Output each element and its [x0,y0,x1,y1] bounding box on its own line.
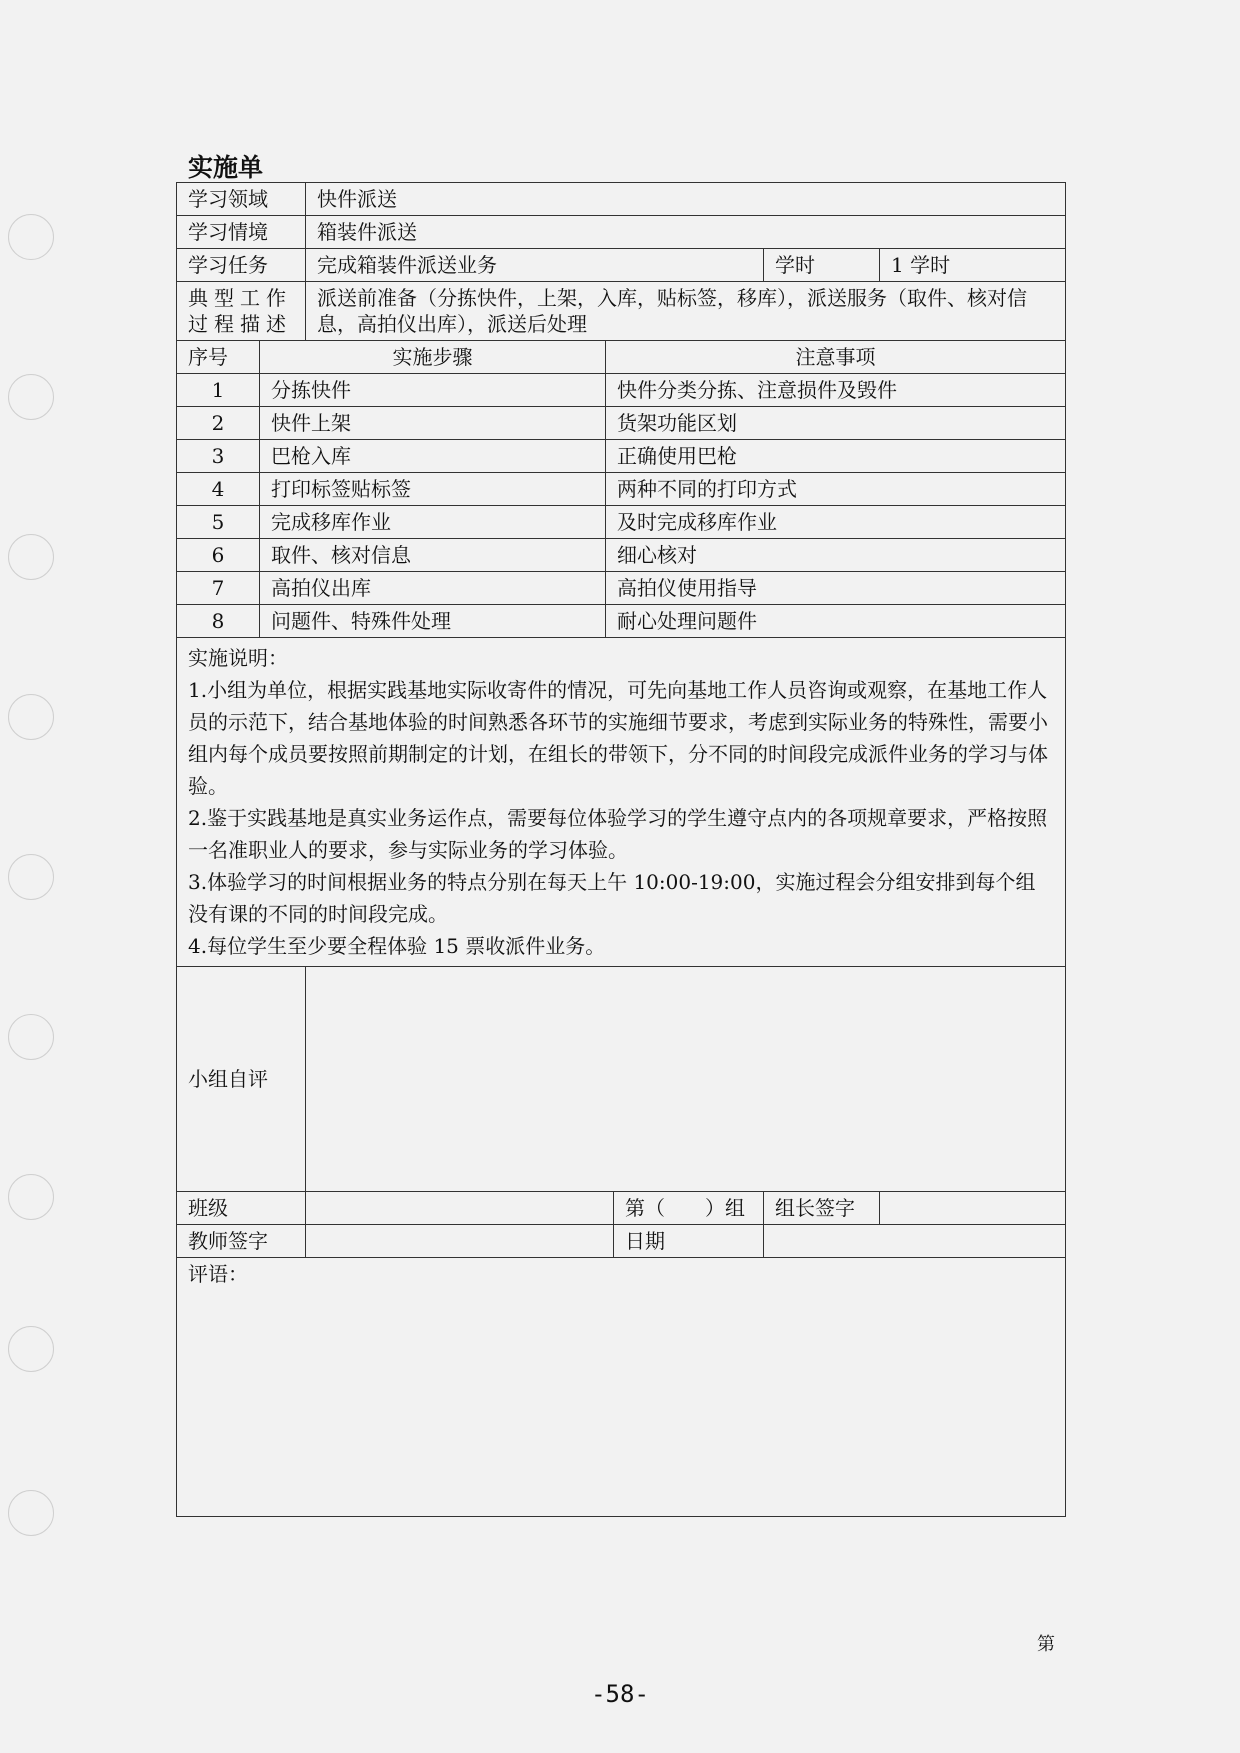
binder-hole [8,534,54,580]
table-row [177,572,1066,605]
class-row [177,1192,1066,1225]
hours-label: 学时 [764,249,880,282]
leader-sign-field[interactable] [880,1192,1066,1225]
group-prefix: 第（ [625,1196,665,1220]
binder-hole [8,1014,54,1060]
notes-heading: 实施说明： [188,646,288,670]
binder-hole [8,694,54,740]
steps-header-row [177,341,1066,374]
group-number[interactable] [614,1192,764,1225]
note-item: 1.小组为单位，根据实践基地实际收寄件的情况，可先向基地工作人员咨询或观察，在基地工作人员的示范下，结合基地体验的时间熟悉各环节的实施细节要求，考虑到实际业务的特殊性，需要小组内每个成员要按照前期制定的计划，在组长的带领下，分不同的时间段完成派件业务的学习与体验。 [188,678,1048,798]
table-row [177,440,1066,473]
process-label: 典型工作过程描述 [177,282,306,341]
table-row [177,539,1066,572]
self-eval-row [177,967,1066,1192]
step-note: 高拍仪使用指导 [606,572,1066,605]
date-field[interactable] [764,1225,1066,1258]
step-name: 打印标签贴标签 [260,473,606,506]
situation-label: 学习情境 [177,216,306,249]
page-mark: 第 [1037,1634,1055,1655]
group-suffix: ）组 [705,1196,745,1220]
step-no: 1 [177,374,260,407]
binder-hole [8,1490,54,1536]
situation-row [177,216,1066,249]
step-no: 2 [177,407,260,440]
step-no: 4 [177,473,260,506]
step-name: 分拣快件 [260,374,606,407]
step-note: 快件分类分拣、注意损件及毁件 [606,374,1066,407]
table-row [177,506,1066,539]
self-eval-field[interactable] [306,967,1066,1192]
binder-hole [8,374,54,420]
implementation-form [176,182,1066,1517]
table-row [177,605,1066,638]
steps-header-note: 注意事项 [606,341,1066,374]
note-item: 4.每位学生至少要全程体验 15 票收派件业务。 [188,934,606,958]
step-note: 耐心处理问题件 [606,605,1066,638]
class-field[interactable] [306,1192,614,1225]
note-item: 3.体验学习的时间根据业务的特点分别在每天上午 10:00-19:00，实施过程会分组安排到每个组没有课的不同的时间段完成。 [188,870,1036,926]
page-title: 实施单 [188,153,264,182]
step-name: 取件、核对信息 [260,539,606,572]
process-row [177,282,1066,341]
comment-label: 评语： [188,1262,248,1286]
notes-row [177,638,1066,967]
table-row [177,374,1066,407]
task-label: 学习任务 [177,249,306,282]
teacher-sign-field[interactable] [306,1225,614,1258]
binder-hole [8,854,54,900]
leader-sign-label: 组长签字 [764,1192,880,1225]
comment-row [177,1258,1066,1517]
implementation-notes [177,638,1066,967]
step-name: 快件上架 [260,407,606,440]
step-no: 6 [177,539,260,572]
domain-label: 学习领域 [177,183,306,216]
step-note: 两种不同的打印方式 [606,473,1066,506]
class-label: 班级 [177,1192,306,1225]
domain-value: 快件派送 [306,183,1066,216]
steps-header-step: 实施步骤 [260,341,606,374]
date-label: 日期 [614,1225,764,1258]
step-name: 高拍仪出库 [260,572,606,605]
binder-hole [8,214,54,260]
steps-header-no: 序号 [177,341,260,374]
step-note: 细心核对 [606,539,1066,572]
step-note: 及时完成移库作业 [606,506,1066,539]
process-value: 派送前准备（分拣快件，上架，入库，贴标签，移库），派送服务（取件、核对信息，高拍仪出库），派送后处理 [306,282,1066,341]
step-name: 巴枪入库 [260,440,606,473]
note-item: 2.鉴于实践基地是真实业务运作点，需要每位体验学习的学生遵守点内的各项规章要求，严格按照一名准职业人的要求，参与实际业务的学习体验。 [188,806,1048,862]
situation-value: 箱装件派送 [306,216,1066,249]
table-row [177,407,1066,440]
step-name: 完成移库作业 [260,506,606,539]
step-note: 正确使用巴枪 [606,440,1066,473]
step-no: 7 [177,572,260,605]
table-row [177,473,1066,506]
comment-field[interactable] [177,1258,1066,1517]
step-no: 5 [177,506,260,539]
self-eval-label: 小组自评 [177,967,306,1192]
page-number: -58- [591,1680,649,1708]
step-no: 8 [177,605,260,638]
binder-hole [8,1174,54,1220]
step-no: 3 [177,440,260,473]
hours-value: 1 学时 [880,249,1066,282]
binder-hole [8,1326,54,1372]
teacher-row [177,1225,1066,1258]
step-note: 货架功能区划 [606,407,1066,440]
task-value: 完成箱装件派送业务 [306,249,764,282]
teacher-sign-label: 教师签字 [177,1225,306,1258]
step-name: 问题件、特殊件处理 [260,605,606,638]
task-row [177,249,1066,282]
domain-row [177,183,1066,216]
